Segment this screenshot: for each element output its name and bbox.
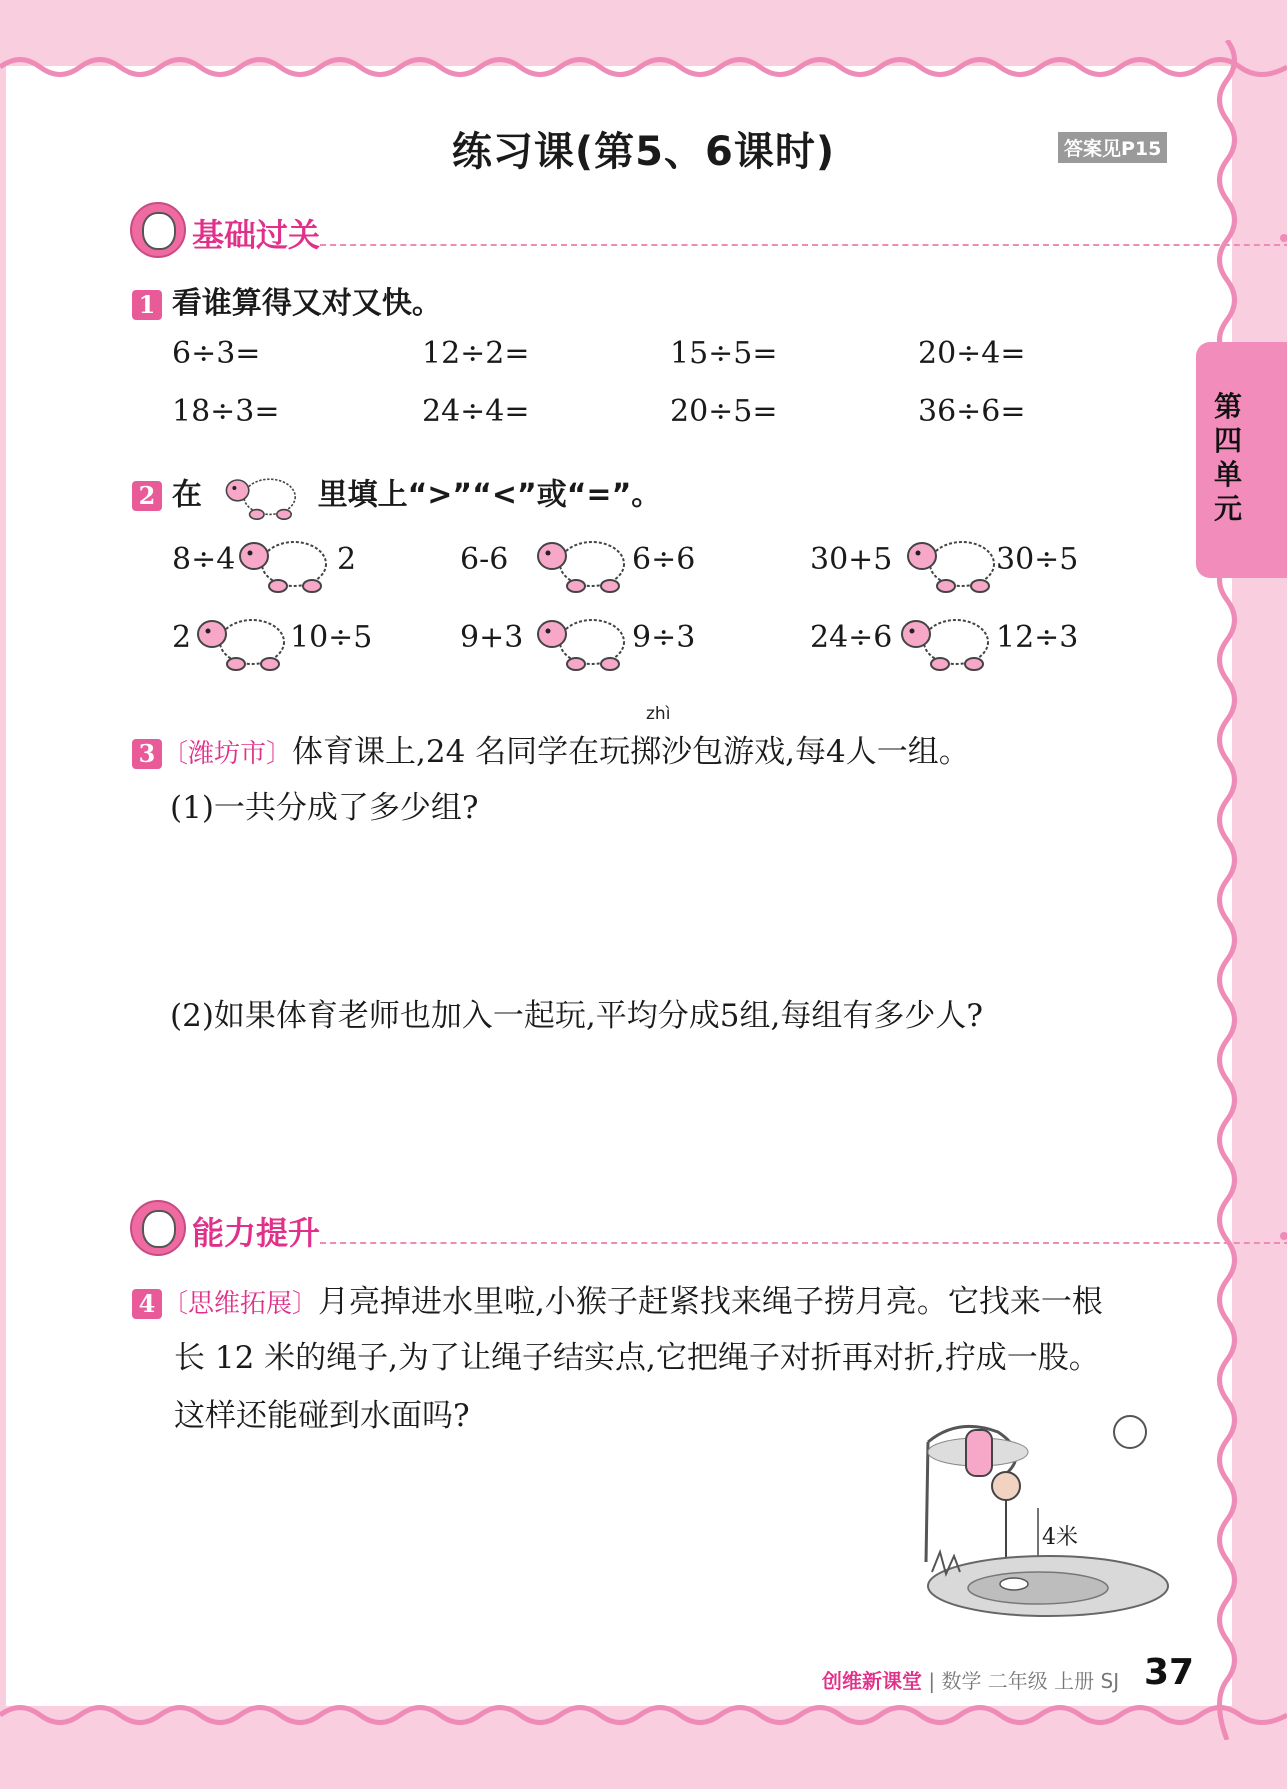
question-4-number: 4 <box>132 1289 162 1319</box>
compare-left: 8÷4 <box>172 542 236 577</box>
compare-item <box>172 528 372 598</box>
pinyin-annotation: zhì <box>646 704 671 724</box>
question-3-text: 体育课上,24 名同学在玩掷沙包游戏,每4人一组。 <box>292 734 970 770</box>
compare-right: 2 <box>337 542 357 577</box>
turtle-icon <box>212 468 308 524</box>
compare-left: 24÷6 <box>810 620 893 655</box>
footer-info <box>822 1665 1119 1694</box>
question-2-number: 2 <box>132 481 162 511</box>
turtle-answer-box-icon[interactable] <box>532 606 632 676</box>
question-4-line-2: 长 12 米的绳子,为了让绳子结实点,它把绳子对折再对折,拧成一股。 <box>174 1340 1100 1376</box>
compare-right: 12÷3 <box>996 620 1079 655</box>
compare-right: 10÷5 <box>290 620 373 655</box>
bottom-wave-border <box>0 1700 1287 1730</box>
question-1-number: 1 <box>132 290 162 320</box>
compare-left: 9+3 <box>460 620 524 655</box>
turtle-answer-box-icon[interactable] <box>896 606 996 676</box>
monkey-avatar-icon <box>130 1200 186 1256</box>
q1-item: 18÷3= <box>172 394 280 429</box>
footer-brand: 创维新课堂 <box>822 1669 922 1693</box>
question-1-prompt: 看谁算得又对又快。 <box>171 286 442 321</box>
compare-left: 6-6 <box>460 542 509 577</box>
compare-right: 6÷6 <box>632 542 696 577</box>
q1-item: 36÷6= <box>918 394 1026 429</box>
right-wave-border <box>1207 40 1247 1740</box>
page-title: 练习课(第5、6课时) <box>451 129 836 175</box>
decor-dots-icon <box>1280 230 1287 250</box>
question-3-sub-1: (1)一共分成了多少组? <box>170 790 479 826</box>
turtle-answer-box-icon[interactable] <box>532 528 632 598</box>
page-number: 37 <box>1144 1652 1195 1693</box>
question-4 <box>132 1276 1103 1321</box>
question-3-number: 3 <box>132 739 162 769</box>
decor-dots-icon <box>1280 1228 1287 1248</box>
question-4-source: 〔思维拓展〕 <box>162 1289 319 1319</box>
question-4-line-3: 这样还能碰到水面吗? <box>174 1398 470 1434</box>
question-2-prompt-post: 里填上“>”“<”或“=”。 <box>317 477 662 513</box>
compare-item <box>810 606 1090 676</box>
section-divider <box>320 1242 1287 1244</box>
girl-avatar-icon <box>130 202 186 258</box>
answer-reference-tag: 答案见P15 <box>1058 132 1167 163</box>
question-2 <box>132 468 661 524</box>
compare-item <box>460 528 700 598</box>
compare-item <box>460 606 700 676</box>
rope-height-label: 4米 <box>1042 1525 1078 1550</box>
unit-side-tab <box>1196 342 1287 578</box>
unit-side-tab-label: 第四单元 <box>1213 390 1242 525</box>
monkey-moon-illustration <box>918 1412 1170 1622</box>
section-basic-title: 基础过关 <box>192 216 321 254</box>
question-3 <box>132 726 970 771</box>
compare-item <box>810 528 1090 598</box>
section-divider <box>320 244 1287 246</box>
q1-item: 24÷4= <box>422 394 530 429</box>
question-3-source: 〔潍坊市〕 <box>162 739 293 769</box>
compare-item <box>172 606 392 676</box>
q1-item: 15÷5= <box>670 336 778 371</box>
q1-item: 12÷2= <box>422 336 530 371</box>
question-4-line-1: 月亮掉进水里啦,小猴子赶紧找来绳子捞月亮。它找来一根 <box>318 1284 1103 1320</box>
q1-item: 20÷5= <box>670 394 778 429</box>
question-1 <box>132 278 442 322</box>
footer-book-info: | 数学 二年级 上册 SJ <box>928 1669 1120 1693</box>
question-3-sub-2: (2)如果体育老师也加入一起玩,平均分成5组,每组有多少人? <box>170 998 983 1034</box>
unit-side-tab-text <box>1196 390 1260 526</box>
q1-item: 20÷4= <box>918 336 1026 371</box>
question-2-prompt-pre: 在 <box>171 477 202 513</box>
q1-item: 6÷3= <box>172 336 261 371</box>
turtle-answer-box-icon[interactable] <box>234 528 334 598</box>
compare-left: 30+5 <box>810 542 893 577</box>
section-advanced-title: 能力提升 <box>192 1214 321 1252</box>
compare-right: 30÷5 <box>996 542 1079 577</box>
compare-right: 9÷3 <box>632 620 696 655</box>
top-wave-border <box>0 52 1287 82</box>
compare-left: 2 <box>172 620 192 655</box>
turtle-answer-box-icon[interactable] <box>192 606 292 676</box>
turtle-answer-box-icon[interactable] <box>902 528 1002 598</box>
